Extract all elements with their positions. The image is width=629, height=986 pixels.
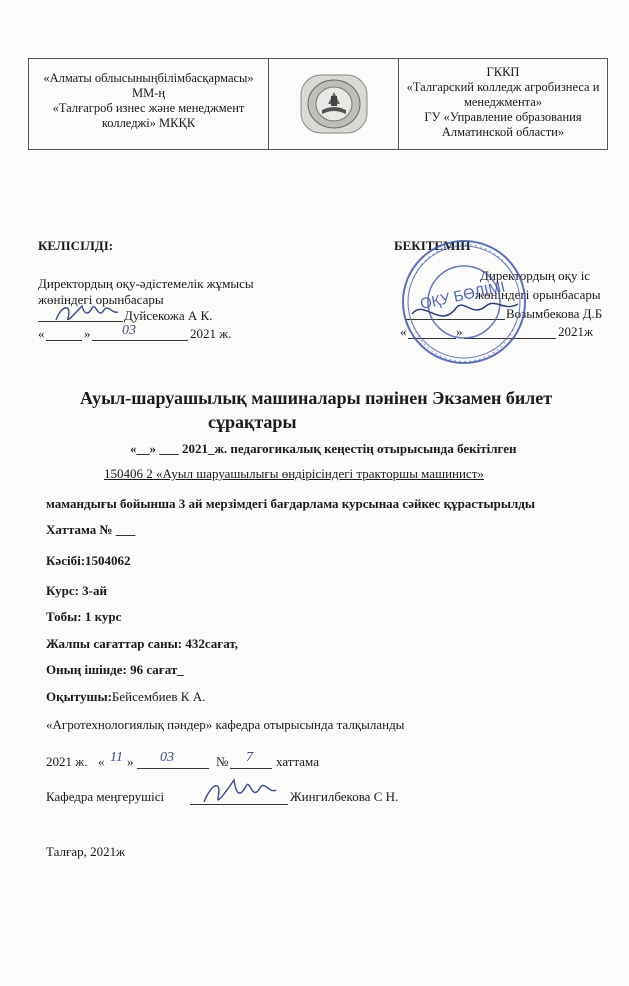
agreed-signature-icon [52, 300, 122, 326]
dept-year: 2021 ж. [46, 754, 88, 769]
header-logo-cell [269, 59, 399, 149]
head-name: Жингилбекова С Н. [290, 789, 399, 804]
dept-day: 11 [110, 750, 123, 765]
header-right-line: «Талгарский колледж агробизнеса и [406, 80, 600, 94]
agreed-date-open: « [38, 326, 45, 341]
college-emblem-icon [300, 74, 368, 134]
dept-number: 7 [246, 750, 253, 765]
council-line: «__» ___ 2021_ж. педагогикалық кеңестің отырысында бекітілген [130, 441, 517, 456]
approved-year: 2021ж [558, 324, 593, 339]
program-line: мамандығы бойынша 3 ай мерзімдегі бағдарлама курсынаа сәйкес құрастырылды [46, 496, 536, 511]
dept-date-close: » [127, 754, 134, 769]
header-right-cell [399, 59, 607, 149]
header-right-line: менеджмента» [463, 95, 543, 109]
approved-role-line2: жөніндегі орынбасары [475, 287, 601, 302]
header-right-line: Алматинской области» [441, 125, 565, 139]
approved-role-line1: Директордың оқу іс [480, 268, 591, 283]
agreed-date-close: » [84, 326, 91, 341]
profession: Кәсібі:1504062 [46, 553, 131, 568]
header-left-line: колледжі» МКҚК [101, 116, 196, 130]
agreed-name: Дуйсекожа А К. [124, 308, 213, 323]
including-hours: Оның ішінде: 96 сағат_ [46, 662, 184, 677]
department-line: «Агротехнологиялық пәндер» кафедра отырысында талқыланды [46, 717, 405, 732]
teacher-name: Бейсембиев К А. [111, 689, 206, 704]
dept-no-label: № [216, 754, 229, 769]
header-right-line: ГККП [486, 65, 520, 79]
header-right-line: ГУ «Управление образования [424, 110, 582, 124]
protocol-number: Хаттама № ___ [46, 522, 136, 537]
specialty-line: 150406 2 «Ауыл шаруашылығы өндірісіндегі тракторшы машинист» [104, 466, 484, 481]
stamp-text: ОҚУ БӨЛІМІ [418, 278, 507, 313]
agreed-role-line1: Директордың оқу-әдістемелік жұмысы [38, 276, 254, 291]
approved-date-open: « [400, 324, 407, 339]
title-line1: Ауыл-шаруашылық машиналары пәнінен Экзамен билет [80, 388, 553, 408]
title-line2: сұрақтары [208, 412, 297, 432]
document-title [80, 386, 610, 434]
total-hours: Жалпы сағаттар саны: 432сағат, [46, 636, 239, 651]
header-left-line: ММ-ң [131, 86, 166, 100]
header-left-cell [29, 59, 269, 149]
head-signature-icon [200, 776, 280, 808]
dept-month: 03 [160, 750, 174, 765]
teacher-label: Оқытушы: [46, 689, 112, 704]
group: Тобы: 1 курс [46, 609, 122, 624]
college-stamp-icon [400, 238, 528, 366]
course: Курс: 3-ай [46, 583, 108, 598]
approved-date-close: » [456, 324, 463, 339]
header-left-line: «Талғагроб изнес және менеджмент [52, 101, 245, 115]
head-label: Кафедра меңгерушісі [46, 789, 165, 804]
approved-name: Возымбекова Д.Б [506, 306, 603, 321]
agreed-year: 2021 ж. [190, 326, 232, 341]
dept-suffix: хаттама [276, 754, 319, 769]
agreed-month-blank [92, 326, 188, 341]
agreed-day-blank [46, 326, 82, 341]
teacher [46, 689, 205, 705]
agreed-heading: КЕЛІСІЛДІ: [38, 238, 114, 253]
footer-place-date: Талғар, 2021ж [46, 844, 126, 859]
agreed-role-line2: жөніндегі орынбасары [38, 292, 164, 307]
dept-date-open: « [98, 754, 105, 769]
agreed-month: 03 [122, 323, 136, 338]
approved-heading: БЕКІТЕМІН [394, 238, 471, 253]
header-table [28, 58, 608, 150]
header-left-line: «Алматы облысыныңбілімбасқармасы» [43, 71, 254, 85]
